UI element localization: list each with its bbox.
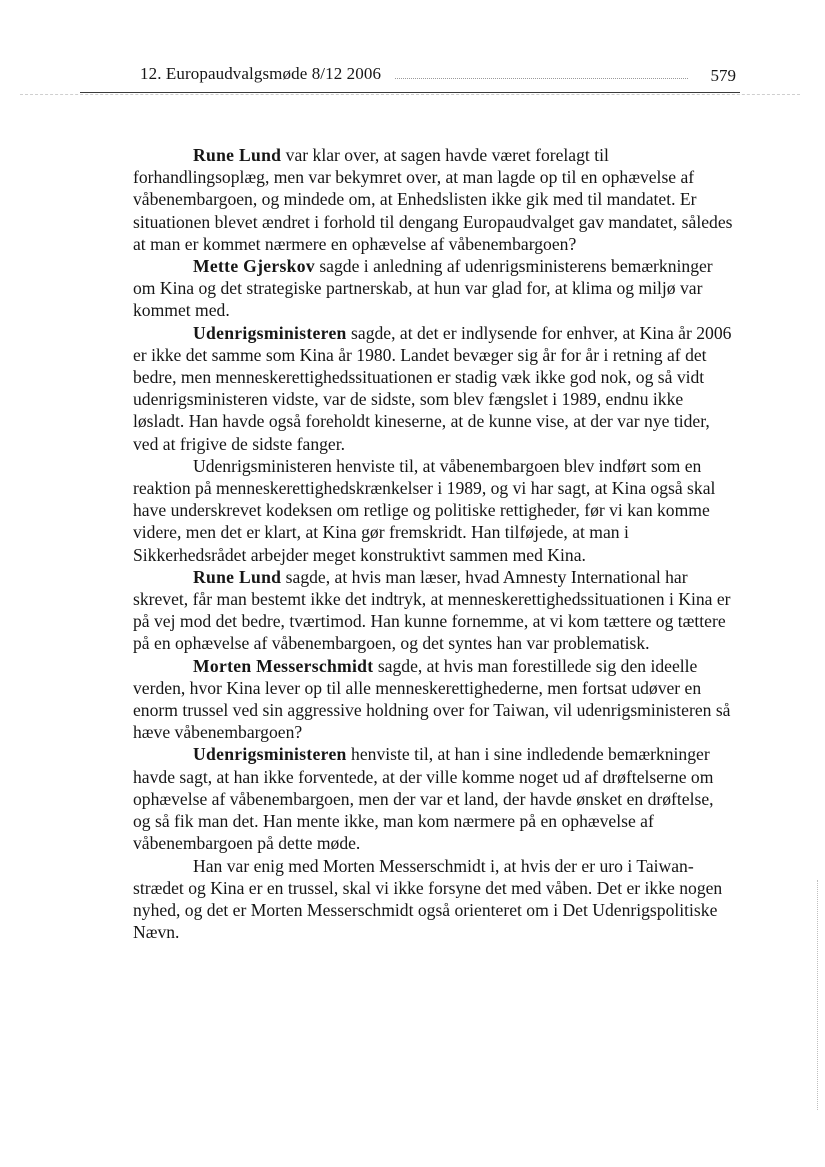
paragraph-text: Udenrigsministeren henviste til, at våbenembargoen blev indført som en reaktion på menneskerettighedskrænkelser i 1989, og vi har sagt, at Kina også skal have underskrevet kodeksen om retlige og politiske rettigheder, før vi kan komme videre, men det er klart, at Kina gør fremskridt. Han tilføjede, at man i Sikkerhedsrådet arbejder meget konstruktivt sammen med Kina. [133,455,716,565]
header-leader-dots [395,78,688,79]
paragraph-text: sagde i anledning af udenrigsministerens bemærkninger om Kina og det strategiske partnerskab, at hun var glad for, at klima og miljø var kommet med. [133,256,713,321]
paragraph [133,743,733,854]
scan-edge-artifact [817,880,819,1110]
speaker-name: Udenrigsministeren [193,322,347,343]
paragraph [133,455,733,566]
speaker-name: Mette Gjerskov [193,256,315,277]
paragraph [133,255,733,322]
scan-artifact-line [20,94,800,95]
paragraph-text: sagde, at hvis man læser, hvad Amnesty International har skrevet, får man bestemt ikke det indtryk, at menneskerettighedssituationen i Kina er på vej mod det bedre, tværtimod. Han kunne fornemme, at vi kom tættere og tættere på en ophævelse af våbenembargoen, og det syntes han var problematisk. [133,566,731,654]
header-title: 12. Europaudvalgsmøde 8/12 2006 [140,64,382,83]
paragraph-text: sagde, at det er indlysende for enhver, at Kina år 2006 er ikke det samme som Kina år 1980. Landet bevæger sig år for år i retning af det bedre, men menneskerettighedssituationen er stadig væk ikke god nok, og så vidt udenrigsministeren vidste, var de sidste, som blev fængslet i 1989, endnu ikke løsladt. Han havde også foreholdt kineserne, at de kunne vise, at der var nye tider, ved at frigive de sidste fanger. [133,322,732,454]
minutes-body [133,144,733,943]
paragraph [133,855,733,944]
page-number: 579 [710,66,736,85]
paragraph [133,655,733,744]
paragraph-text: Han var enig med Morten Messerschmidt i, at hvis der er uro i Taiwan-strædet og Kina er en trussel, skal vi ikke forsyne det med våben. Det er ikke nogen nyhed, og det er Morten Messerschmidt også orienteret om i Det Udenrigspolitiske Nævn. [133,855,723,943]
page-header [140,62,736,86]
speaker-name: Morten Messerschmidt [193,655,374,676]
paragraph-text: var klar over, at sagen havde været forelagt til forhandlingsoplæg, men var bekymret over, at man lagde op til en ophævelse af våbenembargoen, og mindede om, at Enhedslisten ikke gik med til mandatet. Er situationen blevet ændret i forhold til dengang Europaudvalget gav mandatet, således at man er kommet nærmere en ophævelse af våbenembargoen? [133,145,733,254]
speaker-name: Udenrigsministeren [193,744,347,765]
paragraph [133,566,733,655]
paragraph-text: henviste til, at han i sine indledende bemærkninger havde sagt, at han ikke forventede, at der ville komme noget ud af drøftelserne om ophævelse af våbenembargoen, men der var et land, der havde ønsket en drøftelse, og så fik man det. Han mente ikke, man kom nærmere på en ophævelse af våbenembargoen på dette møde. [133,744,714,854]
speaker-name: Rune Lund [193,566,282,587]
paragraph [133,322,733,455]
header-rule [80,92,740,93]
paragraph-text: sagde, at hvis man forestillede sig den ideelle verden, hvor Kina lever op til alle menneskerettighederne, men fortsat udøver en enorm trussel ved sin aggressive holdning over for Taiwan, vil udenrigsministeren så hæve våbenembargoen? [133,655,731,743]
speaker-name: Rune Lund [193,145,282,165]
paragraph [133,144,733,255]
